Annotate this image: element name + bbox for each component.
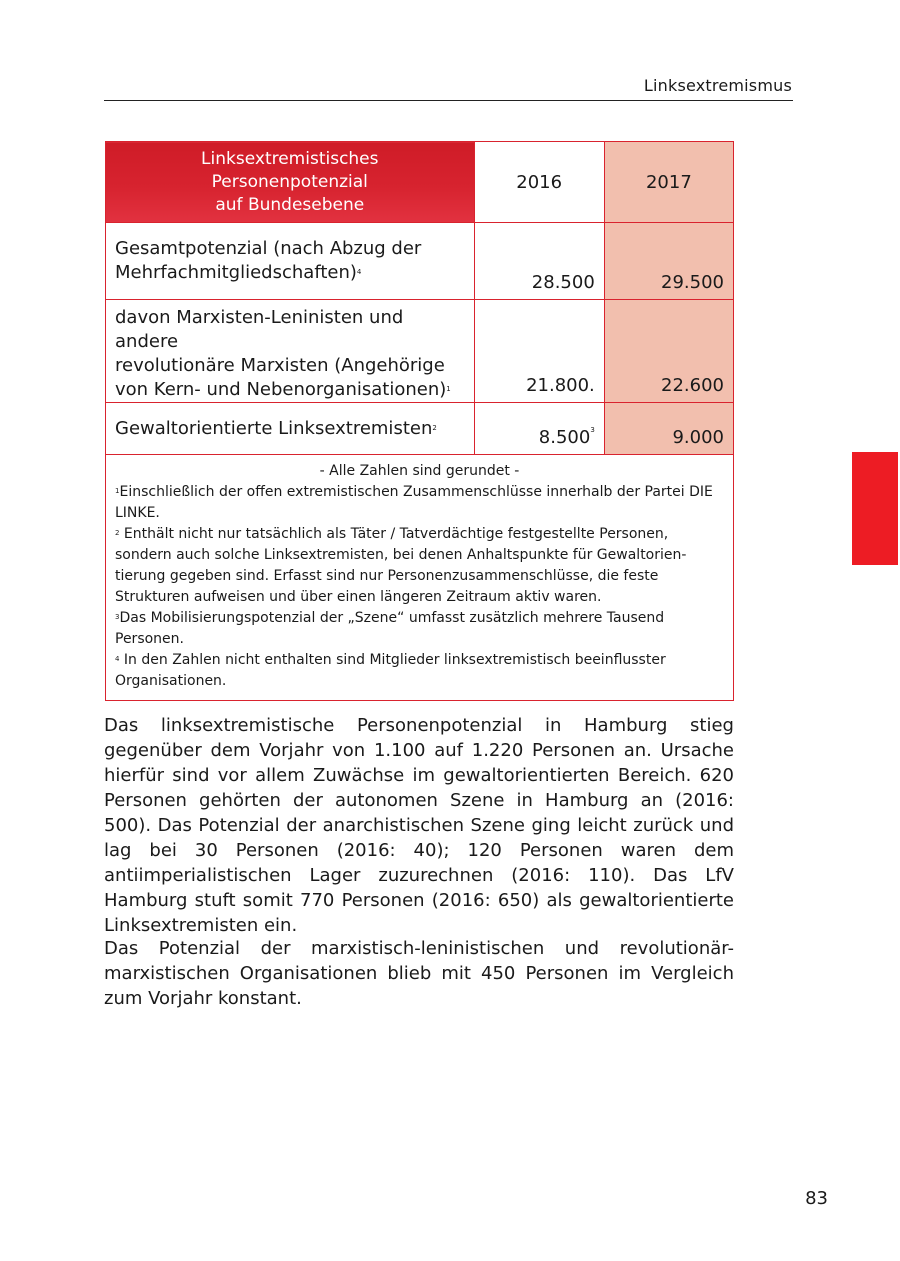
value-2017: 9.000 — [604, 403, 733, 455]
header-label-line: Linksextremistisches — [201, 148, 379, 169]
table-row — [106, 300, 734, 403]
footnote-marker: 2 — [432, 424, 437, 432]
footnote-marker: 3 — [590, 426, 595, 434]
row-label — [106, 300, 475, 403]
footnote-marker: 1 — [446, 385, 451, 393]
footnote: $^3$Das Mobilisierungspotenzial der „Szene“ umfasst zusätzlich mehrere Tausend Personen. — [115, 610, 665, 647]
footnote: $^1$Einschließlich der offen extremistischen Zusammenschlüsse innerhalb der Partei DIE LINKE. — [115, 484, 713, 521]
page-number: 83 — [805, 1188, 828, 1209]
chapter-marker-tab — [852, 452, 898, 565]
rounding-note: - Alle Zahlen sind gerundet - — [319, 463, 520, 479]
value-2016: 8.500$^3$ — [474, 403, 604, 455]
table-row — [106, 223, 734, 300]
row-label — [106, 403, 475, 455]
body-paragraph: Das Potenzial der marxistisch-leninistischen und revolutionär-marxistischen Organisationen blieb mit 450 Personen im Vergleich zum Vorjahr konstant. — [104, 938, 734, 1009]
row-label-line: Gewaltorientierte Linksextremisten$^2$ — [115, 418, 437, 439]
row-label-line: von Kern- und Nebenorganisationen)$^1$ — [115, 379, 451, 400]
column-header-2016: 2016 — [474, 142, 604, 223]
row-label-line: Gesamtpotenzial (nach Abzug der — [115, 238, 422, 259]
column-header-2017: 2017 — [604, 142, 733, 223]
table-notes — [106, 455, 734, 701]
header-rule — [104, 100, 793, 101]
table-row — [106, 403, 734, 455]
table-header-row — [106, 142, 734, 223]
header-label-line: Personenpotenzial — [211, 171, 368, 192]
row-label — [106, 223, 475, 300]
table-notes-row — [106, 455, 734, 701]
value-2016: 21.800. — [474, 300, 604, 403]
footnote: $^2$ Enthält nicht nur tatsächlich als Täter / Tatverdächtige festgestellte Personen, sondern auch solche Linksextremisten, bei denen Anhaltspunkte für Gewaltorientierung gegeben sind. Erfasst sind nur Personenzusammenschlüsse, die feste Strukturen aufweisen und über einen längeren Zeitraum aktiv waren. — [115, 526, 687, 605]
footnote-marker: 4 — [356, 268, 362, 276]
row-label-line: revolutionäre Marxisten (Angehörige — [115, 355, 445, 376]
value-2016: 28.500 — [474, 223, 604, 300]
table-header-label — [106, 142, 475, 223]
body-paragraph: Das linksextremistische Personenpotenzial in Hamburg stieg gegenüber dem Vorjahr von 1.100 auf 1.220 Personen an. Ursache hierfür sind vor allem Zuwächse im gewaltorientierten Bereich. 620 Personen gehörten der autonomen Szene in Hamburg an (2016: 500). Das Potenzial der anarchistischen Szene ging leicht zurück und lag bei 30 Personen (2016: 40); 120 Personen waren dem antiimperialistischen Lager zuzurechnen (2016: 110). Das LfV Hamburg stuft somit 770 Personen (2016: 650) als gewaltorientierte Linksextremisten ein. — [104, 715, 734, 936]
row-label-line: Mehrfachmitgliedschaften)$^4$ — [115, 262, 362, 283]
value-2017: 22.600 — [604, 300, 733, 403]
row-label-line: davon Marxisten-Leninisten und andere — [115, 307, 404, 352]
header-label-line: auf Bundesebene — [215, 194, 365, 215]
footnote: $^4$ In den Zahlen nicht enthalten sind Mitglieder linksextremistisch beeinflusster Organisationen. — [115, 652, 666, 689]
running-header-title: Linksextremismus — [643, 76, 792, 95]
value-2017: 29.500 — [604, 223, 733, 300]
personenpotenzial-table — [105, 141, 734, 701]
